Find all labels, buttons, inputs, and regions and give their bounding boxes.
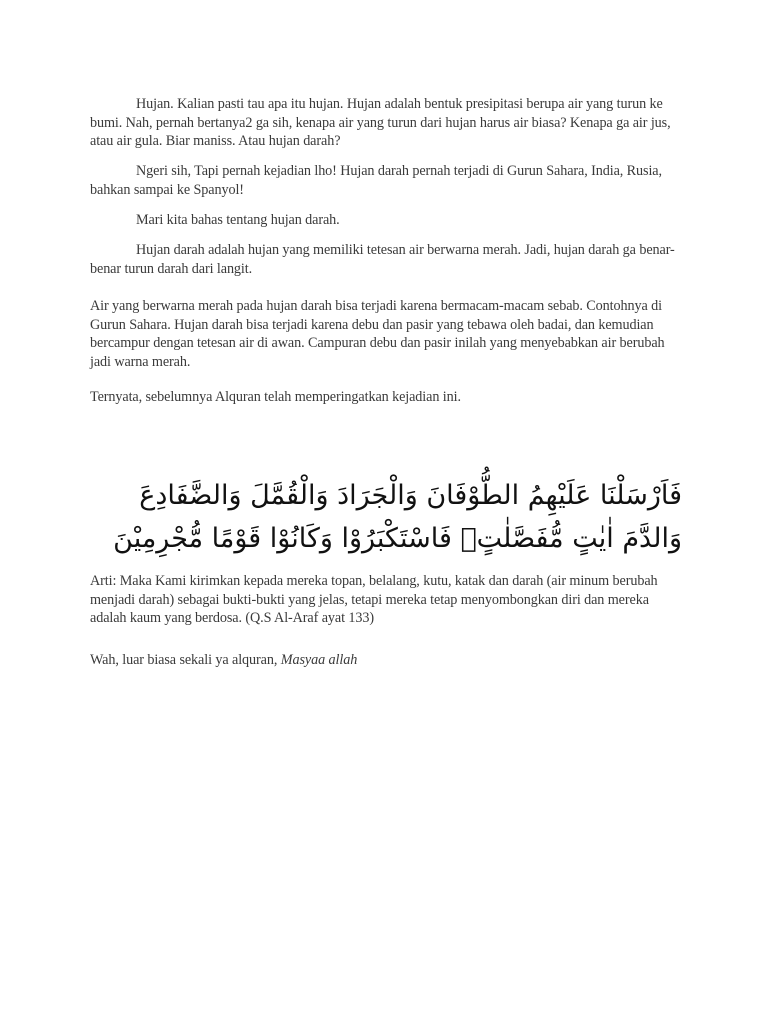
paragraph-quran-warning: Ternyata, sebelumnya Alquran telah memperingatkan kejadian ini. <box>90 389 461 405</box>
paragraph-translation: Arti: Maka Kami kirimkan kepada mereka topan, belalang, kutu, katak dan darah (air minum berubah menjadi darah) sebagai bukti-bukti yang jelas, tetapi mereka tetap menyombongkan diri dan mereka adalah kaum yang berdosa. (Q.S Al-Araf ayat 133) <box>90 573 658 626</box>
paragraph-discuss: Mari kita bahas tentang hujan darah. <box>136 212 340 228</box>
closing-text: Wah, luar biasa sekali ya alquran, <box>90 652 281 668</box>
paragraph-scary: Ngeri sih, Tapi pernah kejadian lho! Hujan darah pernah terjadi di Gurun Sahara, India, Rusia, bahkan sampai ke Spanyol! <box>90 163 662 198</box>
arabic-verse: فَاَرْسَلْنَا عَلَيْهِمُ الطُّوْفَانَ وَالْجَرَادَ وَالْقُمَّلَ وَالضَّفَادِعَ وَالدَّمَ اٰيٰتٍ مُّفَصَّلٰتٍۗ فَاسْتَكْبَرُوْا وَكَانُوْا قَوْمًا مُّجْرِمِيْنَ <box>113 480 682 554</box>
paragraph-cause: Air yang berwarna merah pada hujan darah bisa terjadi karena bermacam-macam sebab. Contohnya di Gurun Sahara. Hujan darah bisa terjadi karena debu dan pasir yang tebawa oleh badai, dan kemudian bercampur dengan tetesan air di awan. Campuran debu dan pasir inilah yang menyebabkan air berubah jadi warna merah. <box>90 298 665 370</box>
paragraph-intro: Hujan. Kalian pasti tau apa itu hujan. Hujan adalah bentuk presipitasi berupa air yang turun ke bumi. Nah, pernah bertanya2 ga sih, kenapa air yang turun dari hujan harus air biasa? Kenapa ga air jus, atau air gula. Biar maniss. Atau hujan darah? <box>90 96 671 149</box>
closing-italic-text: Masyaa allah <box>280 652 358 668</box>
paragraph-closing <box>90 651 680 670</box>
paragraph-definition: Hujan darah adalah hujan yang memiliki tetesan air berwarna merah. Jadi, hujan darah ga benar-benar turun darah dari langit. <box>90 242 675 277</box>
